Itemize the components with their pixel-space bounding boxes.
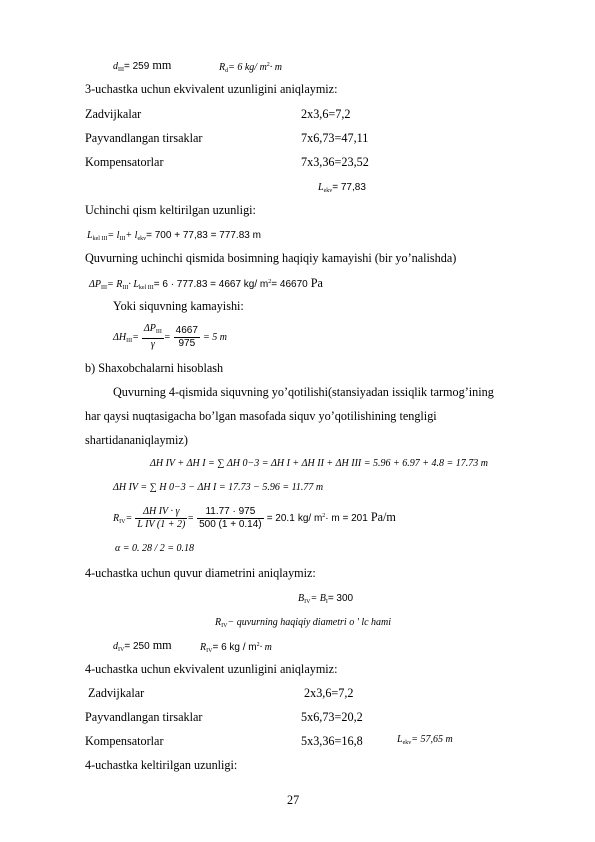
heading-reduced-length-3: Uchinchi qism keltirilgan uzunligi: xyxy=(85,203,256,217)
label-tirsaklar: Payvandlangan tirsaklar xyxy=(85,131,203,145)
fraction-4667-975: $\frac{4667}{975}$ xyxy=(175,324,198,349)
heading-branches: b) Shaxobchalarni hisoblash xyxy=(85,361,224,375)
label-zadvijkalar: Zadvijkalar xyxy=(85,107,142,121)
heading-reduced-length-4: 4-uchastka keltirilgan uzunligi: xyxy=(85,758,238,772)
label-tirsaklar-4: Payvandlangan tirsaklar xyxy=(85,710,203,724)
fraction-dp-gamma: $\frac{\Delta P_{III}}{\gamma}$ xyxy=(143,323,162,351)
formula-r-d: $R_d= 6$ kg/ $m^2\cdot m$ xyxy=(219,62,283,74)
paragraph-line-3: shartidananiqlaymiz) xyxy=(85,433,188,447)
formula-delta-h-iv: ΔH IV = ∑ H 0−3 − ΔH I = 17.73 − 5.96 = 11.77 m xyxy=(113,482,324,493)
heading-equiv-length-3: 3-uchastka uchun ekvivalent uzunligini aniqlaymiz: xyxy=(85,82,338,96)
value-kompensatorlar-4: 5x3,36=16,8 xyxy=(301,734,363,748)
formula-sum-delta-h: ΔH IV + ΔH I = ∑ ΔH 0−3 = ΔH I + ΔH II + ΔH III = 5.96 + 6.97 + 4.8 = 17.73 m xyxy=(150,458,488,469)
paragraph-line-1: Quvurning 4-qismida siquvning yo’qotilishi(stansiyadan issiqlik tarmog’ining xyxy=(113,385,494,399)
formula-l-ekv-4: $L_{ekv}= 57,65$ m xyxy=(397,734,453,746)
formula-d-iii: $d_{III}= 259$ mm xyxy=(113,58,172,73)
formula-b-iv: $B_{IV}= B_I= 300$ xyxy=(298,593,354,605)
heading-diameter-4: 4-uchastka uchun quvur diametrini aniqlaymiz: xyxy=(85,566,316,580)
formula-r-iv-description: $R_{IV}-$ quvurning haqiqiy diametri o ' lc hami xyxy=(215,617,392,629)
label-zadvijkalar-4: Zadvijkalar xyxy=(88,686,145,700)
heading-pressure-drop: Quvurning uchinchi qismida bosimning haqiqiy kamayishi (bir yo’nalishda) xyxy=(85,251,457,265)
value-zadvijkalar: 2x3,6=7,2 xyxy=(301,107,351,121)
formula-delta-h-iii: $\Delta H_{III}=$ $\frac{\Delta P_{III}}{\gamma}$ = $\frac{4667}{975}$ = 5 m xyxy=(113,323,227,351)
formula-r-iv: $R_{IV}=$ $\frac{\text{ΔH IV · γ}}{\text{L IV (1 + 2)}}$ = $\frac{11.77 \cdot 975}{500 (1 + 0.14)}$ = 20.1 kg/ $m^2\cdot m = 201$ Pa/m xyxy=(113,505,396,530)
page-number: 27 xyxy=(287,793,300,807)
value-tirsaklar-4: 5x6,73=20,2 xyxy=(301,710,363,724)
formula-l-kel-iii: $L_{kel III}= l_{III}+ l_{ekv}= 700 + 77,83 = 777.83$ m xyxy=(87,230,261,242)
formula-alpha: α = 0. 28 / 2 = 0.18 xyxy=(115,543,195,554)
fraction-r-iv-numeric: $\frac{11.77 \cdot 975}{500 (1 + 0.14)}$ xyxy=(199,505,262,530)
formula-r-iv-value: $R_{IV}= 6$ kg / $m^2\cdot m$ xyxy=(200,642,272,654)
label-kompensatorlar-4: Kompensatorlar xyxy=(85,734,164,748)
value-zadvijkalar-4: 2x3,6=7,2 xyxy=(304,686,354,700)
text-head-loss: Yoki siquvning kamayishi: xyxy=(113,299,244,313)
value-kompensatorlar: 7x3,36=23,52 xyxy=(301,155,369,169)
paragraph-line-2: har qaysi nuqtasigacha bo’lgan masofada siquv yo’qotilishining tengligi xyxy=(85,409,437,423)
formula-delta-p-iii: $\Delta P_{III}= R_{III}\cdot L_{kel III}= 6 \cdot 777.83 = 4667$ kg/ $m^2= 46670$ Pa xyxy=(89,276,323,291)
label-kompensatorlar: Kompensatorlar xyxy=(85,155,164,169)
formula-d-iv: $d_{IV}= 250$ mm xyxy=(113,638,172,653)
heading-equiv-length-4: 4-uchastka uchun ekvivalent uzunligini aniqlaymiz: xyxy=(85,662,338,676)
fraction-r-iv-symbolic: $\frac{\text{ΔH IV · γ}}{\text{L IV (1 + 2)}}$ xyxy=(137,505,186,530)
formula-l-ekv: $L_{ekv}= 77,83$ xyxy=(318,182,366,194)
value-tirsaklar: 7x6,73=47,11 xyxy=(301,131,369,145)
